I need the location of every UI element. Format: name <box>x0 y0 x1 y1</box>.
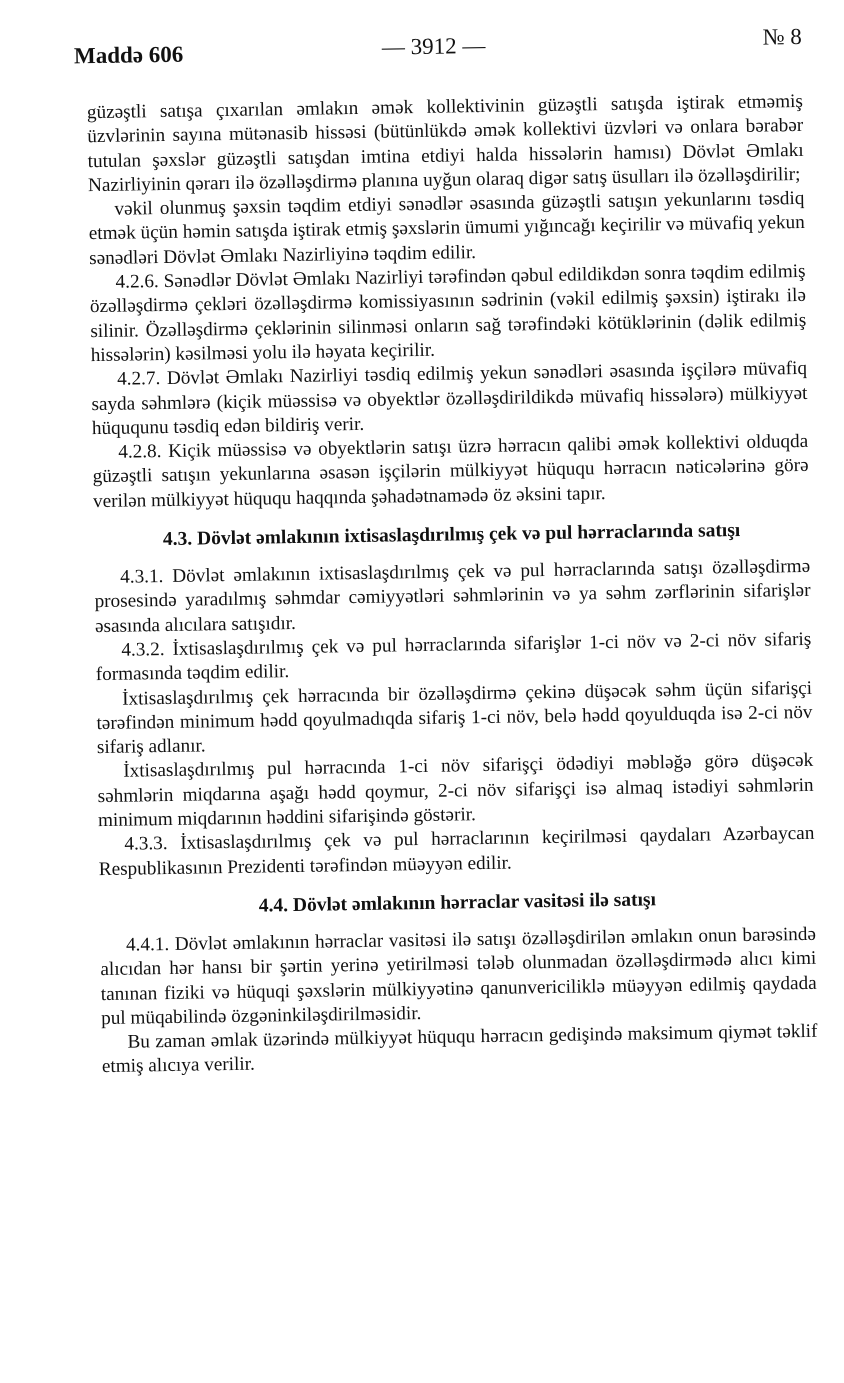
paragraph-cheque-auction-orders: İxtisaslaşdırılmış çek hərracında bir özəlləşdirmə çekinə düşəcək səhm üçün sifarişçi tərəfindən minimum hədd qoyulmadıqda sifariş 1-ci növ, belə hədd qoyulduqda isə 2-ci növ sifariş adlanır. <box>96 677 813 759</box>
page-header <box>74 24 805 75</box>
running-title: Maddə 606 <box>73 41 184 69</box>
paragraph-ownership-transfer: Bu zaman əmlak üzərində mülkiyyət hüququ hərracın gedişində maksimum qiymət təklif etmiş alıcıya verilir. <box>101 1020 818 1078</box>
section-heading-4-3: 4.3. Dövlət əmlakının ixtisaslaşdırılmış çek və pul hərraclarında satışı <box>162 520 741 551</box>
paragraph-4-2-6: 4.2.6. Sənədlər Dövlət Əmlakı Nazirliyi tərəfindən qəbul edildikdən sonra təqdim edilmiş özəlləşdirmə çekləri özəlləşdirmə komissiyasının sədrinin (vəkil edilmiş şəxsin) iştirakı ilə silinir. Özəlləşdirmə çeklərinin silinməsi onların sağ tərəfindəki kötüklərinin (dəlik edilmiş hissələrin) kəsilməsi yolu ilə həyata keçirilir. <box>89 261 807 367</box>
paragraph-4-3-1: 4.3.1. Dövlət əmlakının ixtisaslaşdırılmış çek və pul hərraclarında satışı özəlləşdirmə prosesində yaradılmış səhmdar cəmiyyətləri səhmlərinin və ya səhm zərflərinin sifarişlər əsasında alıcılara satışıdır. <box>94 555 811 637</box>
paragraph-4-2-7: 4.2.7. Dövlət Əmlakı Nazirliyi təsdiq edilmiş yekun sənədləri əsasında işçilərə müvafiq sayda səhmlərə (kiçik müəssisə və obyektlər özəlləşdirildikdə müvafiq hissələrə) mülkiyyət hüququnu təsdiq edən bildiriş verir. <box>91 358 808 440</box>
paragraph-power-of-attorney: vəkil olunmuş şəxsin təqdim etdiyi sənədlər əsasında güzəştli satışın yekunlarını təsdiq etmək üçün həmin satışda iştirak etmiş şəxslərin ümumi yığıncağı keçirilir və müvafiq yekun sənədləri Dövlət Əmlakı Nazirliyinə təqdim edilir. <box>88 188 805 269</box>
paragraph-continuation: güzəştli satışa çıxarılan əmlakın əmək kollektivinin güzəştli satışda iştirak etməmiş üzvlərinin sayına mütənasib hissəsi (bütünlükdə əmək kollektivi üzvləri və onlara bərabər tutulan şəxslər güzəştli satışdan imtina etdiyi halda hissələrin hamısı) Dövlət Əmlakı Nazirliyinin qərarı ilə özəlləşdirmə planına uyğun olaraq digər satış üsulları ilə özəlləşdirilir; <box>86 90 804 197</box>
document-body <box>87 90 818 1080</box>
issue-number: № 8 <box>762 23 803 50</box>
paragraph-4-4-1: 4.4.1. Dövlət əmlakının hərraclar vasitəsi ilə satışı özəlləşdirilən əmlakın onun barəsində alıcıdan hər hansı bir şərtin yerinə yetirilməsi tələb olunmadan özəlləşdirmədə alıcı kimi tanınan fiziki və hüquqi şəxslərin mülkiyyətinə qanunvericiliklə müəyyən edilmiş qaydada pul müqabilində özgəninkiləşdirilməsidir. <box>100 923 817 1029</box>
page-number: — 3912 — <box>381 32 486 60</box>
paragraph-cash-auction-orders: İxtisaslaşdırılmış pul hərracında 1-ci növ sifarişçi ödədiyi məbləğə görə düşəcək səhmlərin miqdarına aşağı hədd qoymur, 2-ci növ sifarişçi isə almaq istədiyi səhmlərin minimum miqdarının həddini sifarişində göstərir. <box>97 750 814 832</box>
paragraph-4-3-2: 4.3.2. İxtisaslaşdırılmış çek və pul hərraclarında sifarişlər 1-ci növ və 2-ci növ sifariş formasında təqdim edilir. <box>95 628 812 686</box>
section-heading-4-4: 4.4. Dövlət əmlakının hərraclar vasitəsi ilə satışı <box>258 889 657 917</box>
paragraph-4-2-8: 4.2.8. Kiçik müəssisə və obyektlərin satışı üzrə hərracın qalibi əmək kollektivi olduqda güzəştli satışın yekunlarına əsasən işçilərin mülkiyyət hüququ hərracın nəticələrinə görə verilən mülkiyyət hüququ haqqında şəhadətnamədə öz əksini tapır. <box>92 431 809 512</box>
paragraph-4-3-3: 4.3.3. İxtisaslaşdırılmış çek və pul hərraclarının keçirilməsi qaydaları Azərbaycan Respublikasının Prezidenti tərəfindən müəyyən edilir. <box>98 823 815 880</box>
